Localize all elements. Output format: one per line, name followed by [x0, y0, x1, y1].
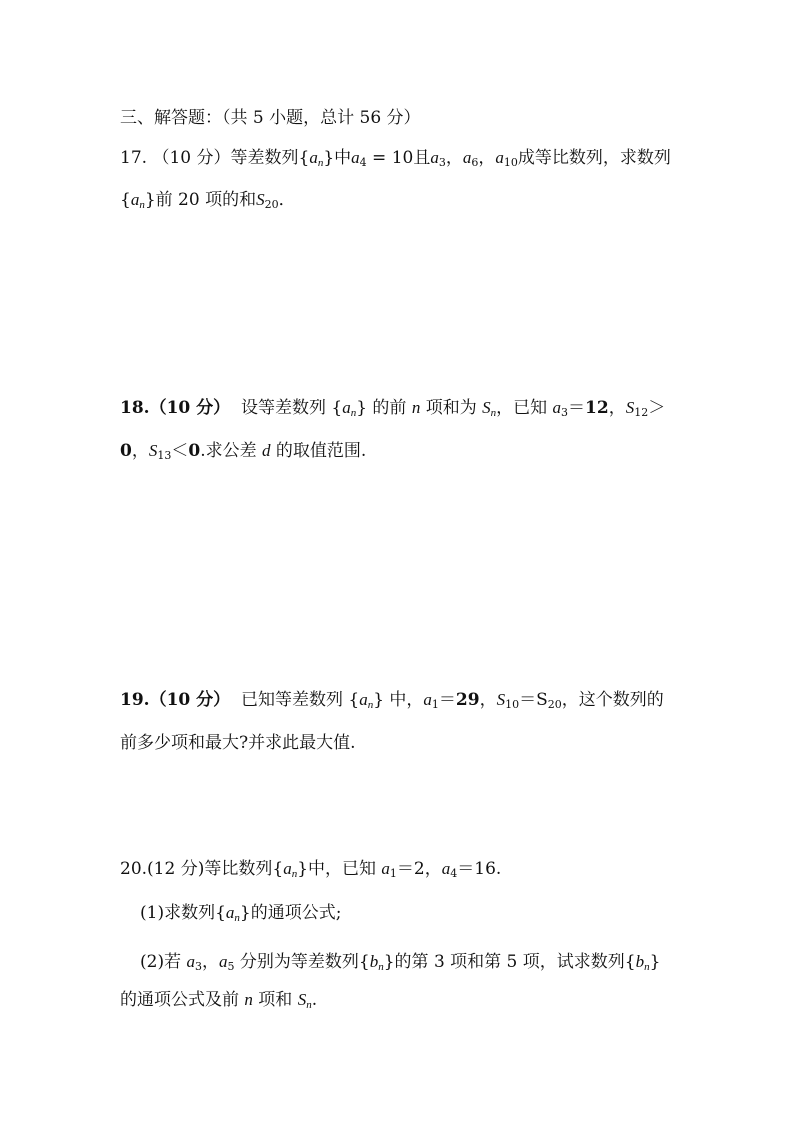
problem-20-part-1: (1)求数列$\{a_n\}$的通项公式;: [140, 903, 342, 924]
problem-19-number: 19.: [120, 690, 150, 710]
problem-20-number: 20.: [120, 859, 148, 879]
problem-20-points: (12 分): [147, 859, 205, 879]
problem-17-line-1: 17. （10 分）等差数列$\{a_n\}$中$a_4 = 10$且$a_3$，$a_6$，$a_{10}$成等比数列，求数列: [120, 148, 671, 169]
problem-19-line-2: 前多少项和最大?并求此最大值.: [120, 733, 356, 753]
problem-20-part-2: (2)若 $a_3$，$a_5$ 分别为等差数列$\{b_n\}$的第 3 项和第 5 项，试求数列$\{b_n\}$: [140, 952, 661, 973]
section-title: 三、解答题：（共 5 小题，总计 56 分）: [120, 108, 421, 128]
problem-18-number: 18.: [120, 398, 150, 418]
problem-20-line-1: 20.(12 分)等比数列$\{a_n\}$中，已知 $a_1=2$，$a_4=16$.: [120, 859, 502, 880]
problem-17-points: （10 分）: [152, 148, 231, 168]
problem-18-line-2: 0，$S_{13}<0$.求公差 d 的取值范围.: [120, 441, 367, 462]
problem-17-number: 17.: [120, 148, 148, 168]
problem-19-points: （10 分）: [149, 690, 231, 710]
problem-17-line-2: $\{a_n\}$前 20 项的和$S_{20}$．: [120, 190, 296, 211]
problem-20-part-2-cont: 的通项公式及前 n 项和 $S_n$.: [120, 990, 318, 1011]
problem-18-line-1: 18.（10 分） 设等差数列 $\{a_n\}$ 的前 n 项和为 $S_n$，已知 $a_3=12$，$S_{12}>$: [120, 398, 666, 419]
problem-19-line-1: 19.（10 分） 已知等差数列 $\{a_n\}$ 中，$a_1=29$，$S_{10}=S_{20}$，这个数列的: [120, 690, 664, 711]
problem-18-points: （10 分）: [149, 398, 231, 418]
